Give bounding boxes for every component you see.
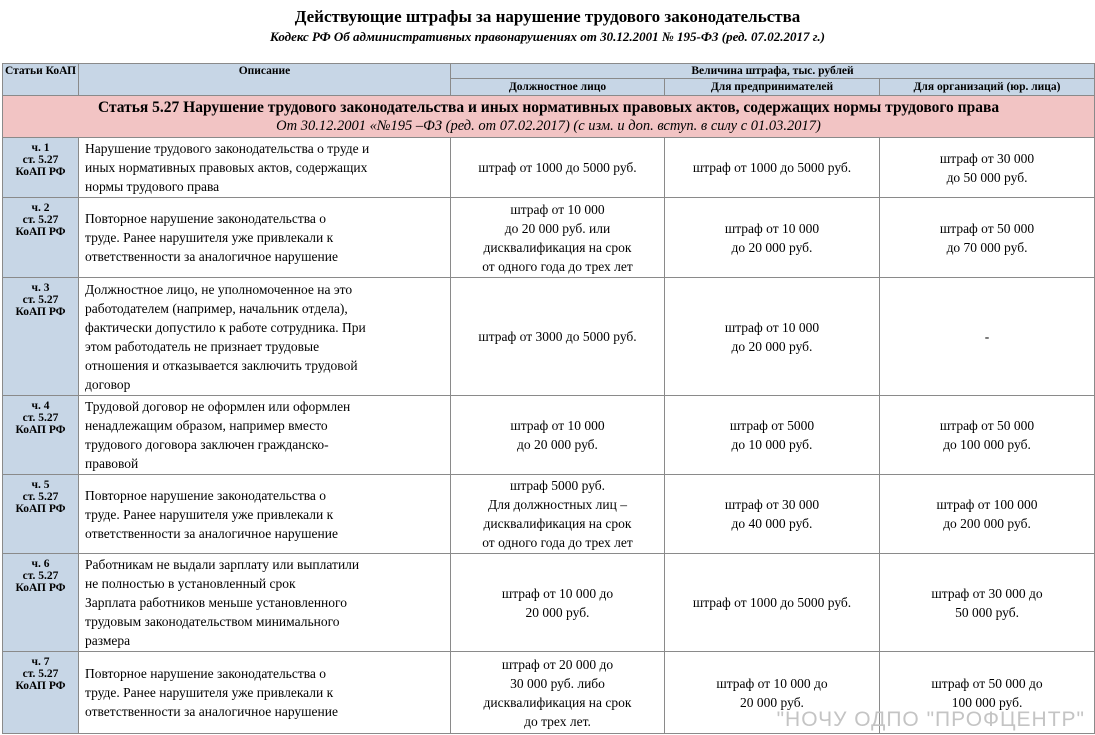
organization-fine-cell [880,396,1095,475]
official-fine-line: 20 000 руб. [525,604,590,620]
official-fine-cell [451,396,665,475]
table-row [3,278,1095,396]
official-fine-line: 30 000 руб. либо [510,675,605,691]
header-entrepreneur: Для предпринимателей [665,79,880,96]
description-line: трудовым законодательством минимального [85,614,340,629]
description-line: не полностью в установленный срок [85,576,296,591]
section-title: Статья 5.27 Нарушение трудового законодательства и иных нормативных правовых актов, содержащих нормы трудового права [97,99,1000,116]
official-fine-line: штраф от 10 000 до [501,585,614,601]
description-line: Повторное нарушение законодательства о [85,211,327,226]
description-line: Повторное нарушение законодательства о [85,487,327,503]
official-fine-line: штраф от 10 000 [510,418,605,433]
official-fine-line: дисквалификация на срок [483,239,632,255]
description-cell [79,396,451,475]
entrepreneur-fine-cell [665,278,880,396]
header-articles: Статьи КоАП [3,64,79,96]
description-line: Должностное лицо, не уполномоченное на это [85,281,353,297]
entrepreneur-fine-line: штраф от 5000 [729,418,815,433]
official-fine-line: до 20 000 руб. [517,437,598,452]
organization-fine-line: 50 000 руб. [955,604,1019,620]
description-line: ненадлежащим образом, например вместо [85,418,328,433]
official-fine-line: от одного года до трех лет [482,535,633,550]
description-line: договор [85,376,131,392]
description-line: этом работодатель не признает трудовые [85,338,320,354]
article-cell [3,396,79,475]
header-fine-amount: Величина штрафа, тыс. рублей [451,64,1095,79]
article-line: КоАП РФ [15,503,66,515]
header-official: Должностное лицо [451,79,665,96]
table-row [3,652,1095,734]
official-fine-line: от одного года до трех лет [482,258,633,274]
description-line: нормы трудового права [85,179,220,194]
article-cell [3,554,79,652]
entrepreneur-fine-line: штраф от 10 000 [724,319,820,335]
official-fine-line: штраф от 3000 до 5000 руб. [478,329,637,344]
organization-fine-line: до 70 000 руб. [946,239,1028,255]
organization-fine-line: штраф от 30 000 [939,150,1035,166]
page-subtitle: Кодекс РФ Об административных правонарушениях от 30.12.2001 № 195-ФЗ (ред. 07.02.2017 г.) [270,29,825,44]
description-line: работодателем (например, начальник отдела), [85,300,348,316]
description-line: отношения и отказывается заключить трудовой [85,357,358,373]
description-cell [79,554,451,652]
article-line: ч. 5 [31,479,50,491]
entrepreneur-fine-line: до 20 000 руб. [731,338,813,354]
article-line: ст. 5.27 [22,412,59,424]
organization-fine-line: до 100 000 руб. [943,437,1031,452]
entrepreneur-fine-line: до 10 000 руб. [731,437,813,452]
entrepreneur-fine-line: до 20 000 руб. [731,239,813,255]
description-line: фактически допустило к работе сотрудника. При [85,319,366,335]
section-header [3,96,1095,138]
official-fine-line: дисквалификация на срок [483,516,632,531]
organization-fine-line: - [984,329,990,344]
article-line: ч. 4 [31,400,50,412]
description-line: труде. Ранее нарушителя уже привлекали к [85,230,334,245]
organization-fine-cell [880,278,1095,396]
official-fine-cell [451,554,665,652]
article-line: ст. 5.27 [22,668,59,680]
section-subtitle: От 30.12.2001 «№195 –ФЗ (ред. от 07.02.2017) (с изм. и доп. вступ. в силу с 01.03.2017) [276,118,821,134]
organization-fine-line: до 50 000 руб. [946,169,1028,185]
description-cell [79,278,451,396]
article-line: ч. 3 [31,282,50,294]
article-cell [3,475,79,554]
article-line: КоАП РФ [15,680,66,692]
organization-fine-line: штраф от 100 000 [936,497,1038,512]
header-organization: Для организаций (юр. лица) [880,79,1095,96]
table-row [3,138,1095,198]
organization-fine-cell [880,198,1095,278]
organization-fine-line: 100 000 руб. [951,694,1023,710]
article-cell [3,198,79,278]
article-line: ч. 1 [31,142,50,154]
official-fine-line: штраф от 1000 до 5000 руб. [478,160,637,175]
entrepreneur-fine-line: до 40 000 руб. [731,516,813,531]
article-line: ст. 5.27 [22,570,59,582]
official-fine-line: дисквалификация на срок [483,694,632,710]
organization-fine-line: штраф от 50 000 [939,418,1035,433]
entrepreneur-fine-cell [665,652,880,734]
entrepreneur-fine-cell [665,554,880,652]
description-line: труде. Ранее нарушителя уже привлекали к [85,685,334,700]
organization-fine-line: штраф от 50 000 до [931,675,1043,691]
description-line: ответственности за аналогичное нарушение [85,704,338,719]
organization-fine-line: штраф от 50 000 [939,220,1035,236]
article-line: ст. 5.27 [22,214,59,226]
organization-fine-cell [880,475,1095,554]
entrepreneur-fine-cell [665,198,880,278]
watermark: "НОЧУ ОДПО "ПРОФЦЕНТР" [776,708,1085,731]
description-line: Повторное нарушение законодательства о [85,666,327,681]
entrepreneur-fine-line: штраф от 1000 до 5000 руб. [692,595,852,610]
description-line: трудового договора заключен гражданско- [85,437,329,452]
description-line: ответственности за аналогичное нарушение [85,525,338,541]
article-line: КоАП РФ [15,306,66,318]
description-line: Зарплата работников меньше установленного [85,595,347,610]
official-fine-line: до 20 000 руб. или [504,220,611,236]
organization-fine-line: до 200 000 руб. [943,516,1031,531]
description-line: Трудовой договор не оформлен или оформлен [85,399,351,414]
article-cell [3,278,79,396]
organization-fine-cell [880,554,1095,652]
entrepreneur-fine-cell [665,475,880,554]
official-fine-cell [451,652,665,734]
description-cell [79,652,451,734]
official-fine-line: штраф от 10 000 [510,201,605,217]
page-title: Действующие штрафы за нарушение трудового законодательства [294,7,801,26]
description-line: ответственности за аналогичное нарушение [85,249,338,264]
organization-fine-line: штраф от 30 000 до [931,585,1043,601]
article-line: ст. 5.27 [22,491,59,503]
fines-table [2,63,1095,734]
entrepreneur-fine-cell [665,138,880,198]
description-line: иных нормативных правовых актов, содержащих [85,160,368,175]
description-cell [79,138,451,198]
article-line: КоАП РФ [15,166,66,178]
table-row [3,475,1095,554]
official-fine-cell [451,138,665,198]
entrepreneur-fine-line: штраф от 30 000 [724,497,820,512]
official-fine-line: штраф от 20 000 до [501,656,614,672]
official-fine-cell [451,475,665,554]
description-line: размера [85,633,131,648]
article-line: ст. 5.27 [22,294,59,306]
article-line: КоАП РФ [15,582,66,594]
description-line: Работникам не выдали зарплату или выплатили [85,557,360,572]
description-cell [79,198,451,278]
description-line: труде. Ранее нарушителя уже привлекали к [85,506,334,522]
header-description: Описание [79,64,451,96]
description-line: Нарушение трудового законодательства о труде и [85,141,370,156]
entrepreneur-fine-line: штраф от 10 000 до [716,675,828,691]
entrepreneur-fine-line: штраф от 1000 до 5000 руб. [692,160,852,175]
table-row [3,198,1095,278]
entrepreneur-fine-line: 20 000 руб. [740,694,804,710]
article-cell [3,652,79,734]
official-fine-cell [451,198,665,278]
article-line: ч. 2 [31,202,50,214]
official-fine-line: штраф 5000 руб. [509,478,606,493]
organization-fine-cell [880,138,1095,198]
table-row [3,554,1095,652]
table-row [3,396,1095,475]
article-line: КоАП РФ [15,226,66,238]
entrepreneur-fine-line: штраф от 10 000 [724,220,820,236]
description-line: правовой [85,456,139,471]
organization-fine-cell [880,652,1095,734]
article-line: ч. 7 [31,656,50,668]
article-line: ч. 6 [31,558,50,570]
article-line: КоАП РФ [15,424,66,436]
description-cell [79,475,451,554]
article-line: ст. 5.27 [22,154,59,166]
official-fine-cell [451,278,665,396]
article-cell [3,138,79,198]
official-fine-line: до трех лет. [524,713,591,729]
entrepreneur-fine-cell [665,396,880,475]
official-fine-line: Для должностных лиц – [488,497,627,512]
